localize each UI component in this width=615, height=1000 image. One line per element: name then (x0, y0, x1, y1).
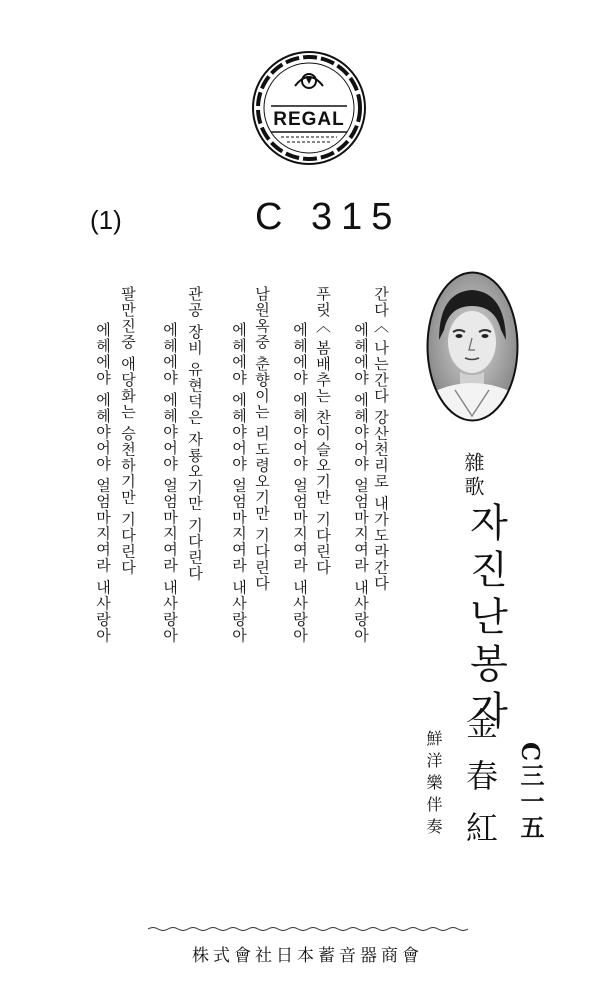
performer-portrait (425, 270, 520, 423)
lyric-line: 관공 장비 유현덕은 자룡오기만 기다린다 (186, 286, 204, 582)
lyric-line: 에헤에야 에헤야어야 얼엄마지여라 내사랑아 (230, 322, 248, 644)
publisher-name: 株式會社日本蓄音器商會 (192, 946, 423, 966)
lyric-line: 에헤에야 에헤야어야 얼엄마지여라 내사랑아 (94, 322, 112, 644)
lyric-line: 남원옥중 춘향이는 리도령오기만 기다린다 (253, 286, 271, 592)
performer-name: 金春紅 (461, 707, 499, 863)
lyric-line: 푸릿〈 봄배추는 찬이슬오기만 기다린다 (314, 286, 332, 576)
lyric-line: 에헤에야 에헤야어야 얼엄마지여라 내사랑아 (161, 322, 179, 644)
genre-label: 雜歌 (461, 452, 485, 500)
accompaniment: 鮮洋樂伴奏 (424, 730, 443, 840)
lyric-line: 에헤에야 에헤야어야 얼엄마지여라 내사랑아 (291, 322, 309, 644)
catalog-number-kanji: C三一五 (516, 742, 545, 842)
catalog-number: C 315 (255, 196, 402, 238)
side-number: (1) (90, 205, 122, 235)
regal-label-logo (251, 50, 367, 166)
lyric-line: 에헤에야 에헤야어야 얼엄마지여라 내사랑아 (352, 322, 370, 644)
portrait-image (425, 270, 520, 423)
song-title: 자진난봉가 (463, 502, 508, 737)
label-brand: REGAL (273, 109, 345, 130)
divider (148, 926, 468, 931)
lyric-line: 간다〈 나는간다 강산천리로 내가도라간다 (372, 286, 390, 592)
lyric-line: 팔만진중 애당화는 승천하기만 기다린다 (119, 286, 137, 576)
